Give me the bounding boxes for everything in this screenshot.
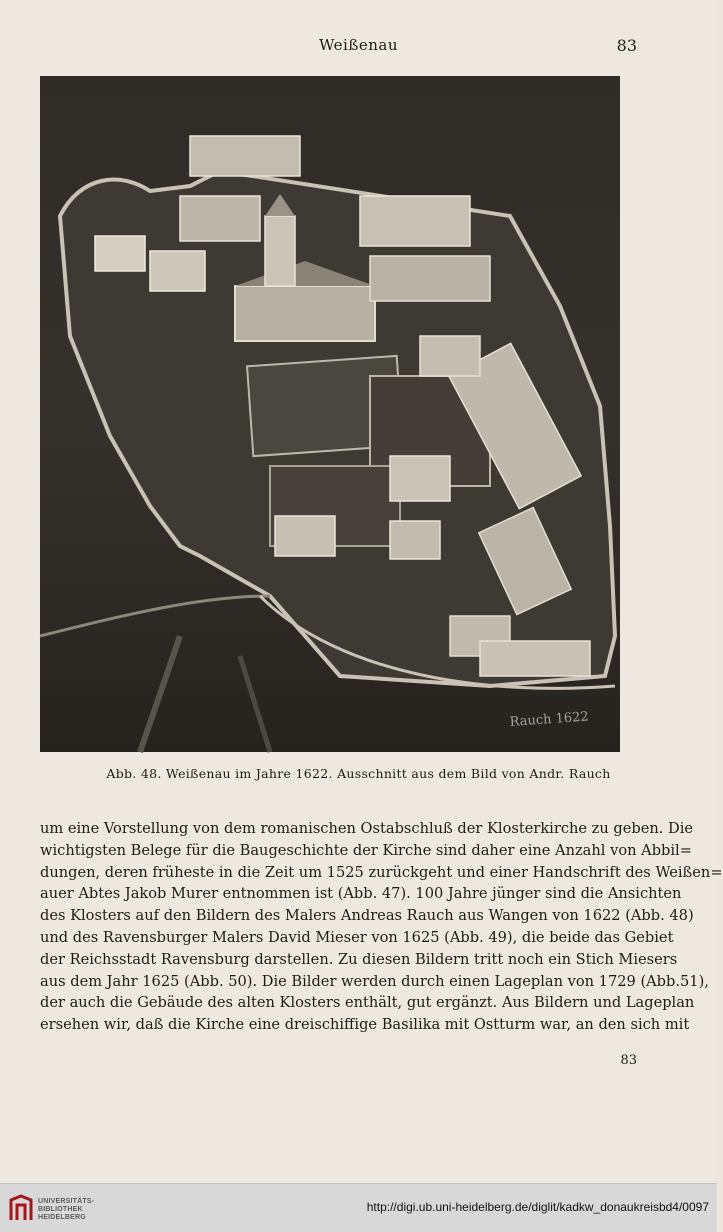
library-name — [38, 1198, 94, 1222]
body-text — [40, 818, 723, 1036]
running-head-title: Weißenau — [318, 36, 399, 54]
library-name-line: HEIDELBERG — [38, 1214, 86, 1221]
text-line: und des Ravensburger Malers David Mieser von 1625 (Abb. 49), die beide das Gebiet — [40, 928, 674, 946]
library-name-line: BIBLIOTHEK — [38, 1206, 83, 1213]
text-line: um eine Vorstellung von dem romanischen Ostabschluß der Klosterkirche zu geben. Die — [40, 820, 694, 837]
text-line: aus dem Jahr 1625 (Abb. 50). Die Bilder werden durch einen Lageplan von 1729 (Abb.51), — [40, 972, 709, 990]
library-emblem-icon — [8, 1194, 34, 1222]
text-line: auer Abtes Jakob Murer entnommen ist (Abb. 47). 100 Jahre jünger sind die Ansichten — [40, 885, 682, 903]
text-line: wichtigsten Belege für die Baugeschichte der Kirche sind daher eine Anzahl von Abbil= — [40, 841, 692, 859]
viewer-footer-bar — [0, 1183, 717, 1232]
text-line: ersehen wir, daß die Kirche eine dreischiffige Basilika mit Ostturm war, an den sich mit — [40, 1016, 690, 1034]
text-line: dungen, deren früheste in die Zeit um 1525 zurückgeht und einer Handschrift des Weißen= — [40, 863, 723, 881]
figure-caption: Abb. 48. Weißenau im Jahre 1622. Ausschnitt aus dem Bild von Andr. Rauch — [106, 766, 611, 781]
document-url[interactable]: http://digi.ub.uni-heidelberg.de/diglit/kadkw_donaukreisbd4/0097 — [366, 1200, 709, 1214]
text-line: der auch die Gebäude des alten Klosters enthält, gut ergänzt. Aus Bildern und Lageplan — [40, 994, 695, 1012]
running-head — [0, 36, 717, 56]
monastery-drawing — [40, 76, 620, 752]
library-logo[interactable] — [8, 1192, 118, 1226]
footer-page-number: 83 — [620, 1053, 637, 1068]
text-line: der Reichsstadt Ravensburg darstellen. Zu diesen Bildern tritt noch ein Stich Miesers — [40, 950, 678, 968]
painting-inscription: Rauch 1622 — [509, 709, 590, 730]
library-name-line: UNIVERSITÄTS- — [38, 1198, 95, 1205]
running-head-page-number: 83 — [616, 36, 637, 55]
figure-monastery-painting — [40, 76, 620, 752]
text-line: des Klosters auf den Bildern des Malers Andreas Rauch aus Wangen von 1622 (Abb. 48) — [40, 907, 694, 925]
